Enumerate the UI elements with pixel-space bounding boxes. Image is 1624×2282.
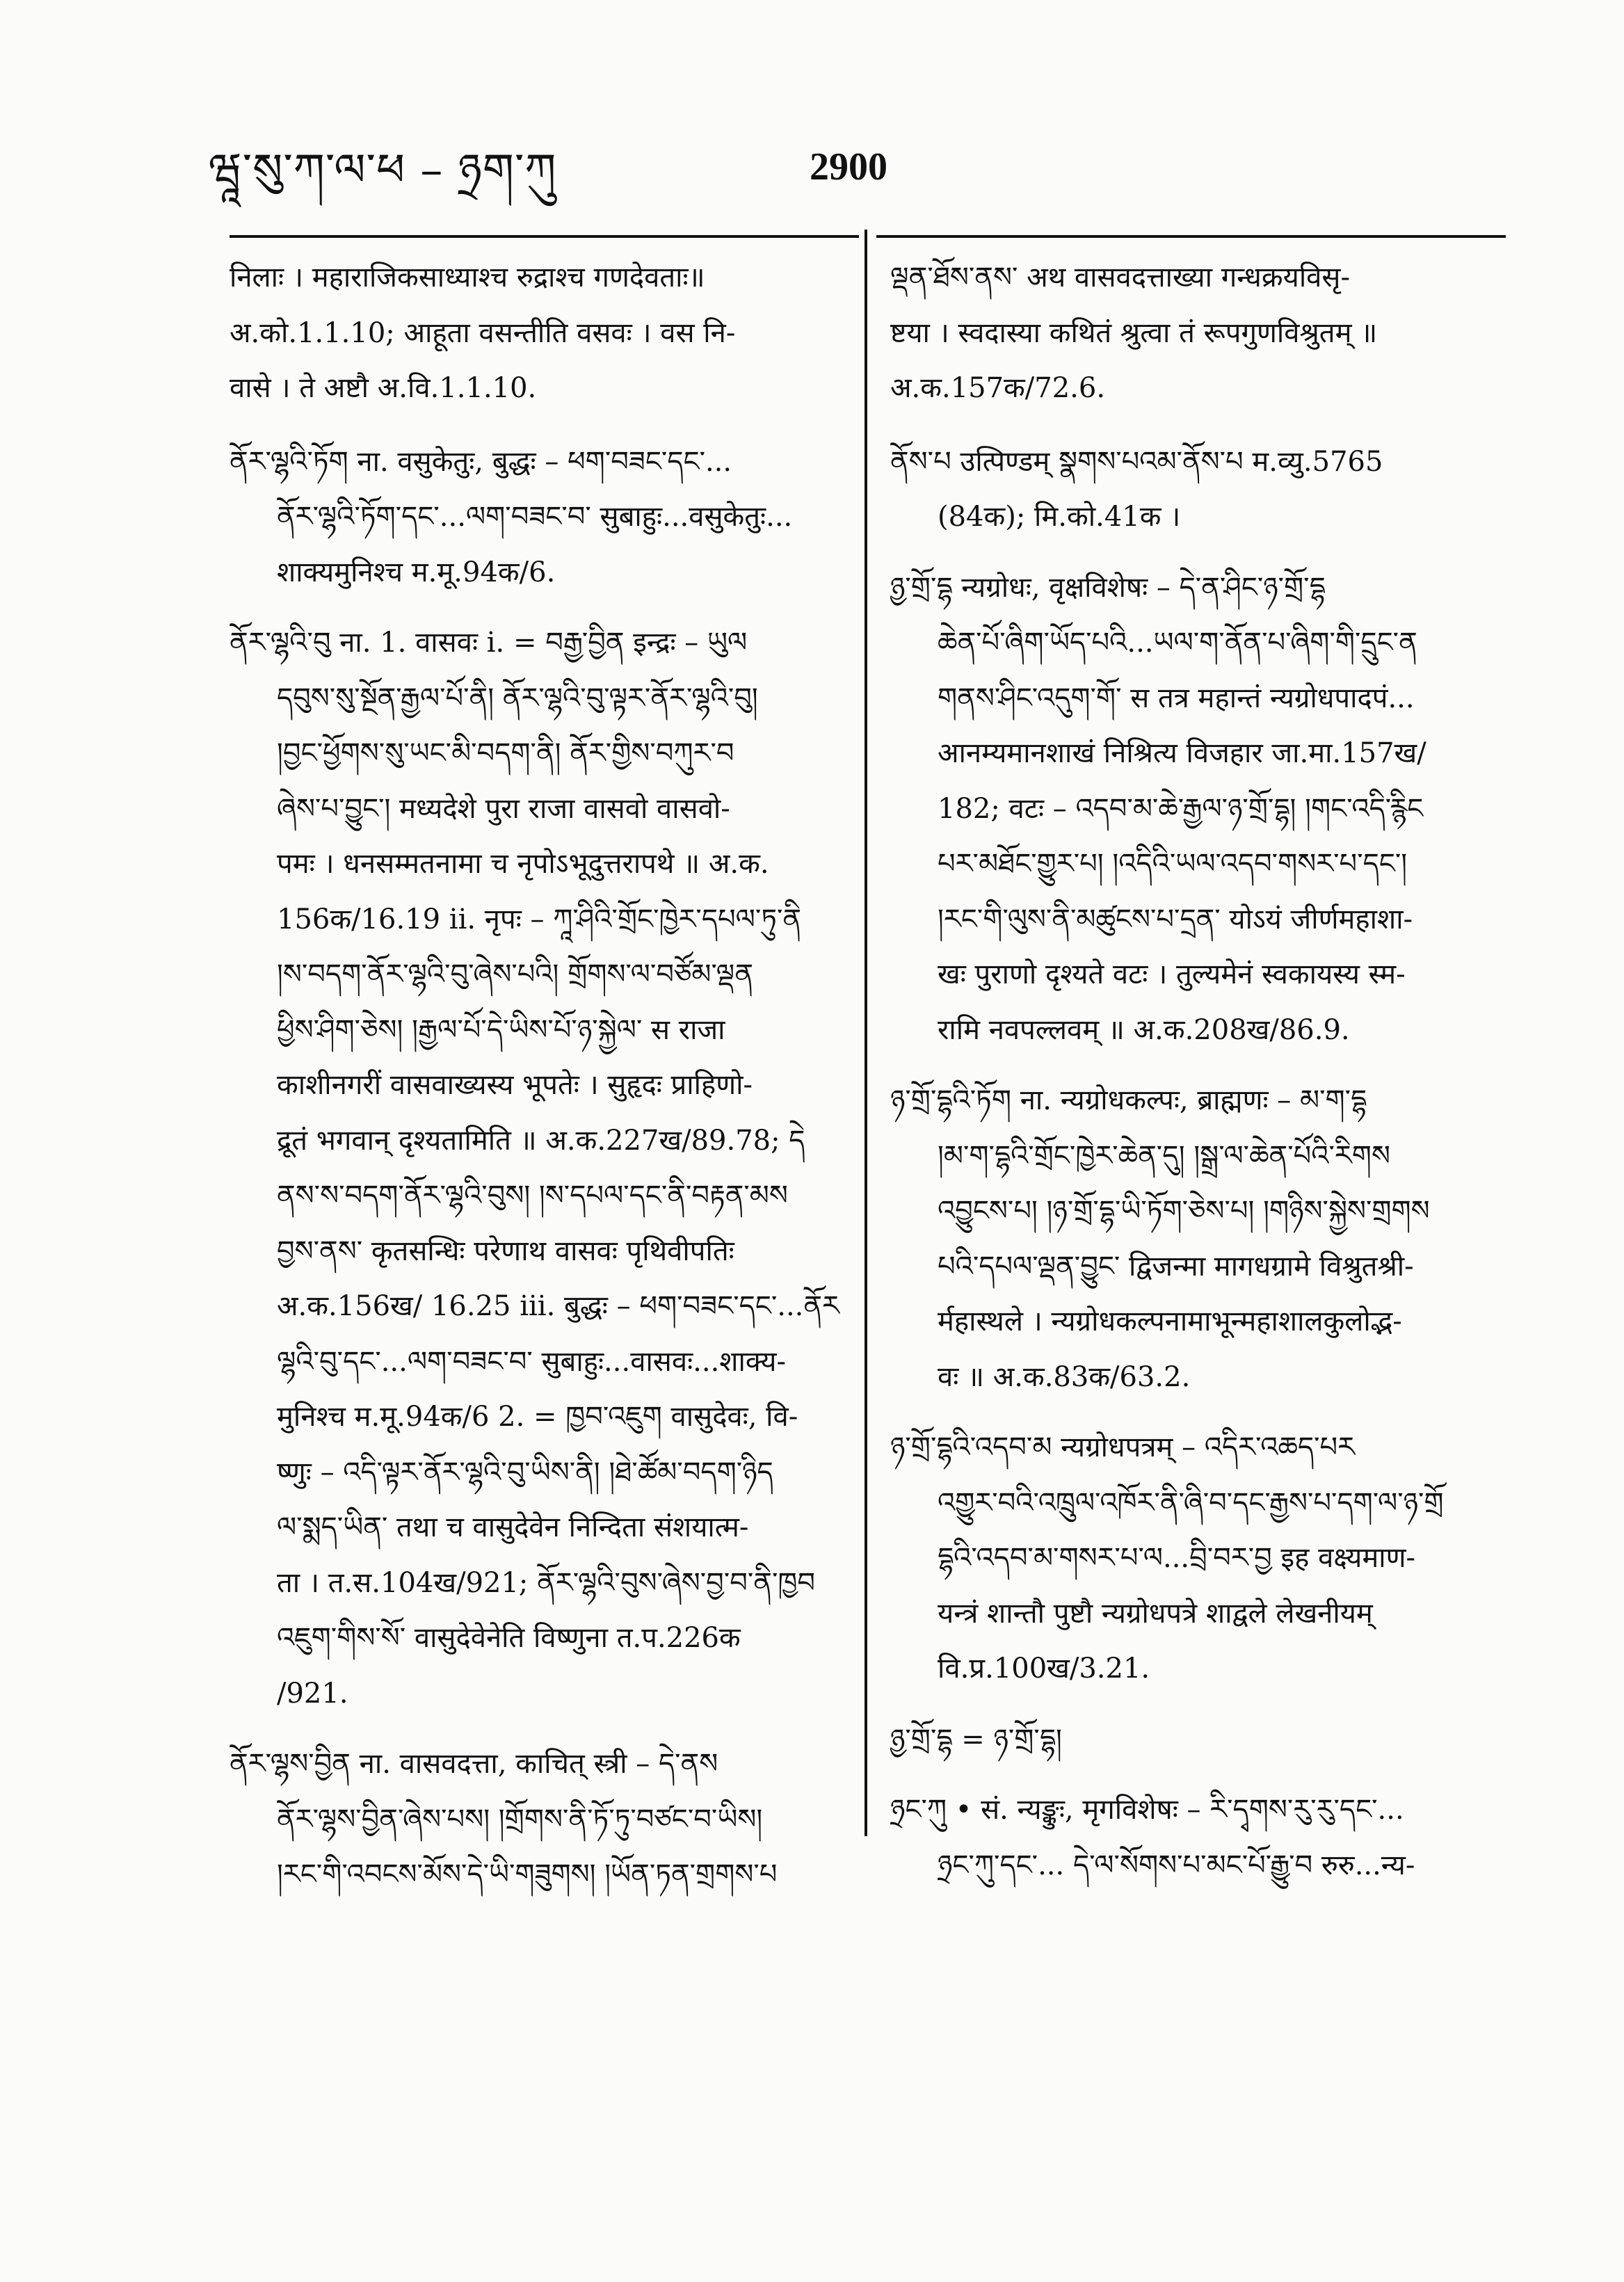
text-line: དབུས་སུ་སྔོན་རྒྱལ་པོ་ནི། ནོར་ལྷའི་བུ་ལྟར་ནོར་ལྷའི་བུ། <box>277 682 758 714</box>
headword-line: ནོར་ལྷའི་ཏོག ना. वसुकेतुः, बुद्धः – ཕག་བཟང་དང་... <box>230 445 732 478</box>
dictionary-entry <box>230 616 862 1721</box>
text-line: པར་མཐོང་གྱུར་པ། །འདིའི་ཡལ་འདབ་གསར་པ་དང་། <box>938 848 1408 880</box>
headword-line: ནོས་པ उत्पिण्डम् སྣགས་པའམ་ནོས་པ म.व्यु.5765 <box>890 445 1383 478</box>
text-line: འགྱུར་བའི་འཁྲུལ་འཁོར་ནི་ཞི་བ་དང་རྒྱས་པ་དག་ལ་ཉ་གྲོ <box>938 1486 1444 1519</box>
text-line: ष्णुः – འདི་ལྟར་ནོར་ལྷའི་བུ་ཡིས་ནི། །ཐེ་ཚོམ་བདག་ཉིད <box>277 1456 773 1488</box>
dictionary-entry <box>890 1712 1523 1768</box>
headword-line: ཉྱ་གྲོ་དྷ न्यग्रोधः, वृक्षविशेषः – དེ་ན་ཤིང་ཉ་གྲོ་དྷ <box>890 571 1326 604</box>
text-line: आनम्यमानशाखं निश्रित्य विजहार जा.मा.157ख/ <box>938 737 1426 769</box>
text-line: /921. <box>277 1677 348 1710</box>
dictionary-entry <box>890 561 1523 1059</box>
dictionary-entry <box>230 1737 862 1903</box>
text-line: पमः । धनसम्मतनामा च नृपोऽभूदुत्तरापथे ॥ अ.क. <box>277 848 769 880</box>
dictionary-entry <box>890 1073 1523 1405</box>
text-line: ལྡན་ཐོས་ནས༌ अथ वासवदत्ताख्या गन्धक्रयविसृ- <box>890 262 1350 294</box>
text-line: अ.क.156ख/ 16.25 iii. बुद्धः – ཕག་བཟང་དང་...ནོར <box>277 1290 839 1322</box>
continuation-text <box>230 250 862 417</box>
continuation-text <box>890 250 1523 417</box>
text-line: रामि नवपल्लवम् ॥ अ.क.208ख/86.9. <box>938 1013 1350 1046</box>
text-line: यन्त्रं शान्तौ पुष्टौ न्यग्रोधपत्रे शाद्वले लेखनीयम् <box>938 1597 1373 1630</box>
text-line: र्महास्थले । न्यग्रोधकल्पनामाभून्महाशालकुलोद्भ- <box>938 1305 1402 1337</box>
running-head: ཝཱ་སུ་ཀ་ལ་ཕ – ཉྲག་ཀུ <box>209 145 557 196</box>
dictionary-entry <box>890 1420 1523 1697</box>
headword-line: ཉ་གྲོ་དྷའི་ཏོག ना. न्यग्रोधकल्पः, ब्राह्मणः – མ་ག་དྷ <box>890 1084 1367 1116</box>
text-line: अ.क.157क/72.6. <box>890 372 1106 404</box>
headword-line: ཉ་གྲོ་དྷའི་འདབ་མ न्यग्रोधपत्रम् – འདིར་འཆད་པར <box>890 1431 1356 1463</box>
text-line: मुनिश्च म.मू.94क/6 2. = ཁྱབ་འཇུག वासुदेवः, वि- <box>277 1401 798 1433</box>
text-line: ष्टया । स्वदास्या कथितं श्रुत्वा तं रूपगुणविश्रुतम् ॥ <box>890 316 1378 349</box>
text-line: वासे । ते अष्टौ अ.वि.1.1.10. <box>230 372 537 404</box>
text-line: དྷའི་འདབ་མ་གསར་པ་ལ...བྲི་བར་བྱ इह वक्ष्यमाण- <box>938 1542 1416 1574</box>
page-number: 2900 <box>810 145 887 188</box>
page-header <box>0 0 1624 230</box>
text-line: །རང་གི་འབངས་མོས་དེ་ཡི་གཟུགས། །ཡོན་ཏན་གྲགས་པ <box>277 1858 778 1890</box>
dictionary-entry <box>230 435 862 601</box>
text-line: ནོར་ལྷས་བྱིན་ཞེས་པས། །གྲོགས་ནི་ཏོ་ཏུ་བཙང་བ་ཡིས། <box>277 1803 763 1835</box>
headword-line: ནོར་ལྷའི་བུ ना. 1. वासवः i. = བརྒྱ་བྱིན इन्द्रः – ཡུལ <box>230 627 748 659</box>
text-line: ནོར་ལྷའི་ཏོག་དང་...ལག་བཟང་བ་ सुबाहुः...वसुकेतुः... <box>277 501 793 533</box>
text-line: །ས་བདག་ནོར་ལྷའི་བུ་ཞེས་པའི། གྲོགས་ལ་བཙོམ་ལྡན <box>277 958 753 990</box>
text-line: འབྱུངས་པ། །ཉ་གྲོ་དྷ་ཡི་ཏོག་ཅེས་པ། །གཉིས་སྐྱེས་གྲགས <box>938 1195 1430 1227</box>
text-line: शाक्यमुनिश्च म.मू.94क/6. <box>277 556 556 588</box>
text-line: (84क); मि.को.41क । <box>938 501 1181 533</box>
text-line: 156क/16.19 ii. नृपः – ཀཱ་ཤིའི་གྲོང་ཁྱེར་དཔལ་ཏུ་ནི <box>277 903 802 935</box>
text-line: अ.को.1.1.10; आहूता वसन्तीति वसवः । वस नि- <box>230 316 736 349</box>
text-line: །བྱང་ཕྱོགས་སུ་ཡང་མི་བདག་ནི། ནོར་གྱིས་བཀུར་བ <box>277 737 734 769</box>
text-line: ཉྲང་ཀུ་དང་... དེ་ལ་སོགས་པ་མང་པོ་རྒྱུ་བ रुरु...न्य- <box>938 1849 1415 1881</box>
text-line: वः ॥ अ.क.83क/63.2. <box>938 1360 1191 1393</box>
text-line: ཕྱིས་ཤིག་ཅེས། །རྒྱལ་པོ་དེ་ཡིས་པོ་ཉ་སྐྱེལ༌ स राजा <box>277 1013 725 1046</box>
text-line: ལ་སྨད་ཡིན༌ तथा च वासुदेवेन निन्दिता संशयात्म- <box>277 1511 749 1543</box>
text-line: གནས་ཤིང་འདུག་གོ༌ स तत्र महान्तं न्यग्रोधपादपं... <box>938 682 1415 714</box>
text-line: वि.प्र.100ख/3.21. <box>938 1653 1150 1685</box>
text-line: खः पुराणो दृश्यते वटः । तुल्यमेनं स्वकायस्य स्म- <box>938 958 1406 990</box>
dictionary-entry <box>890 1783 1523 1893</box>
headword-line: ནོར་ལྷས་བྱིན ना. वासवदत्ता, काचित् स्त्री – དེ་ནས <box>230 1748 718 1780</box>
text-line: པའི་དཔལ་ལྡན་བྱུང༌ द्विजन्मा मागधग्रामे विश्रुतश्री- <box>938 1250 1414 1283</box>
text-line: काशीनगरीं वासवाख्यस्य भूपतेः । सुहृदः प्राहिणो- <box>277 1069 753 1101</box>
text-line: །རང་གི་ལུས་ནི་མཚུངས་པ་དྲན༌ योऽयं जीर्णमहाशा- <box>938 903 1413 935</box>
text-line: ཞེས་པ་བྱུང༌། मध्यदेशे पुरा राजा वासवो वासवो- <box>277 792 730 825</box>
headword-line: ཉྱ་གྲོ་དྷ = ཉ་གྲོ་དྷ། <box>890 1723 1062 1755</box>
column-divider <box>865 230 867 1836</box>
dictionary-entry <box>890 435 1523 545</box>
text-line: ता । त.स.104ख/921; ནོར་ལྷའི་བུས་ཞེས་བྱ་བ་ནི་ཁྱབ <box>277 1566 815 1599</box>
text-line: निलाः । महाराजिकसाध्याश्च रुद्राश्च गणदेवताः॥ <box>230 262 705 294</box>
text-line: འཇུག་གིས་སོ༌ वासुदेवेनेति विष्णुना त.प.226क <box>277 1622 741 1654</box>
header-rule-right <box>876 235 1506 238</box>
right-column <box>890 250 1523 1909</box>
header-rule-left <box>230 235 859 238</box>
text-line: ནས་ས་བདག་ནོར་ལྷའི་བུས། །ས་དཔལ་དང་ནི་བརྟན་མས <box>277 1180 788 1212</box>
text-line: ཆེན་པོ་ཞིག་ཡོད་པའི...ཡལ་ག་ནོན་པ་ཞིག་གི་དྲུང་ན <box>938 627 1417 659</box>
headword-line: ཉྲང་ཀུ • सं. न्यङ्कुः, मृगविशेषः – རི་དྭགས་རུ་རུ་དང་... <box>890 1794 1404 1826</box>
text-line: ལྷའི་བུ་དང་...ལག་བཟང་བ་ सुबाहुः...वासवः...शाक्य- <box>277 1345 786 1378</box>
text-line: །མ་ག་དྷའི་གྲོང་ཁྱེར་ཆེན་དུ། །སྒྲ་ལ་ཆེན་པོའི་རིགས <box>938 1139 1390 1172</box>
text-line: བྱས་ནས༌ कृतसन्धिः परेणाथ वासवः पृथिवीपतिः <box>277 1235 734 1267</box>
text-line: 182; वटः – འདབ་མ་ཆེ་རྒྱལ་ཉ་གྲོ་དྷ། །གང་འདི་རྙིང <box>938 792 1424 825</box>
text-line: द्रूतं भगवान् दृश्यतामिति ॥ अ.क.227ख/89.78; དེ <box>277 1124 805 1157</box>
left-column <box>230 250 862 1918</box>
